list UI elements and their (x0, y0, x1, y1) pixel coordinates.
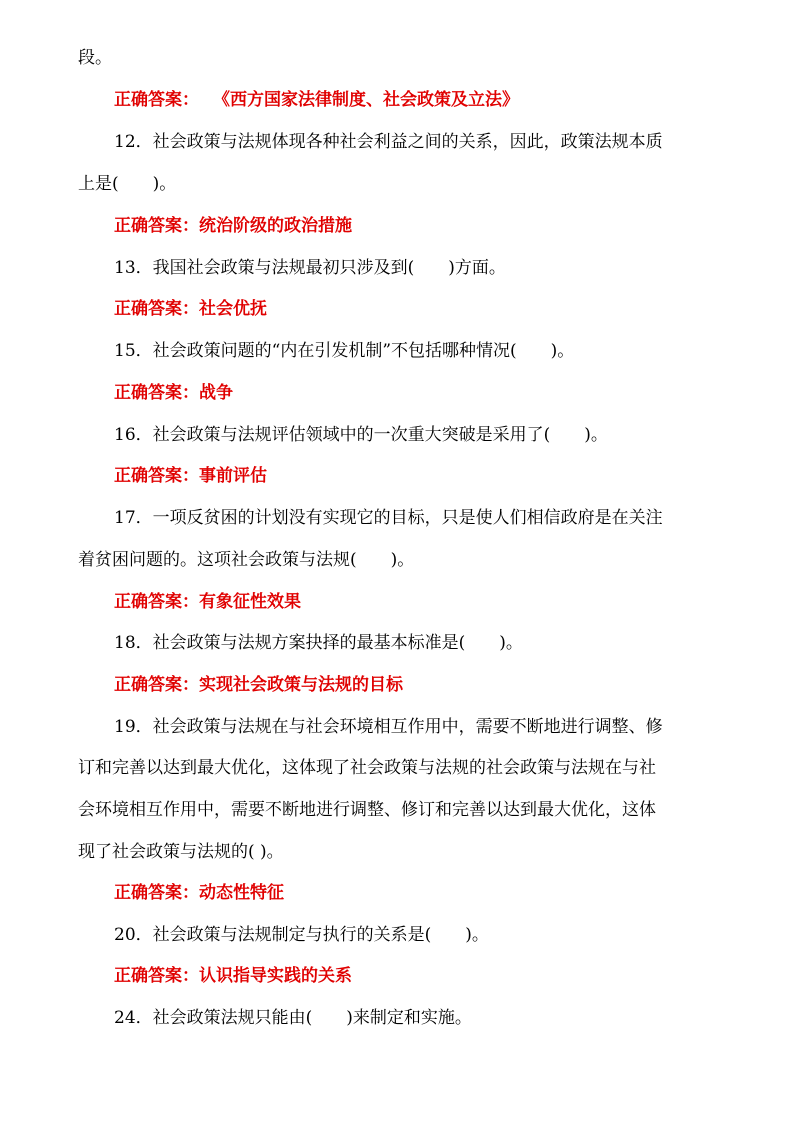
answer-12 (114, 214, 352, 238)
question-19-line-1: 19．社会政策与法规在与社会环境相互作用中，需要不断地进行调整、修 (114, 717, 663, 737)
answer-text: 事前评估 (199, 466, 267, 486)
question-12-line-2: 上是( )。 (78, 174, 177, 194)
question-17-line-2: 着贫困问题的。这项社会政策与法规( )。 (78, 550, 415, 570)
question-18: 18．社会政策与法规方案抉择的最基本标准是( )。 (114, 633, 523, 653)
answer-text: 战争 (199, 383, 233, 403)
answer-11 (114, 88, 519, 112)
answer-label: 正确答案： (114, 883, 199, 903)
question-20: 20．社会政策与法规制定与执行的关系是( )。 (114, 925, 489, 945)
answer-label: 正确答案： (114, 592, 199, 612)
question-19-line-3: 会环境相互作用中，需要不断地进行调整、修订和完善以达到最大优化，这体 (78, 800, 656, 820)
answer-text: 认识指导实践的关系 (199, 966, 352, 986)
answer-15 (114, 381, 233, 405)
answer-text: 动态性特征 (199, 883, 284, 903)
answer-label: 正确答案： (114, 216, 199, 236)
answer-text: 实现社会政策与法规的目标 (199, 675, 403, 695)
answer-label: 正确答案： (114, 675, 199, 695)
answer-20 (114, 964, 352, 988)
answer-label: 正确答案： (114, 383, 199, 403)
question-24: 24．社会政策法规只能由( )来制定和实施。 (114, 1008, 472, 1028)
answer-label: 正确答案： (114, 966, 199, 986)
answer-text: 有象征性效果 (199, 592, 301, 612)
question-17-line-1: 17．一项反贫困的计划没有实现它的目标，只是使人们相信政府是在关注 (114, 508, 663, 528)
answer-19 (114, 881, 284, 905)
answer-label: 正确答案： (114, 466, 199, 486)
question-19-line-4: 现了社会政策与法规的( )。 (78, 842, 284, 862)
answer-label: 正确答案： (114, 90, 199, 110)
question-15: 15．社会政策问题的“内在引发机制”不包括哪种情况( )。 (114, 341, 575, 361)
answer-16 (114, 464, 267, 488)
answer-label: 正确答案： (114, 299, 199, 319)
answer-17 (114, 590, 301, 614)
answer-18 (114, 673, 403, 697)
question-16: 16．社会政策与法规评估领域中的一次重大突破是采用了( )。 (114, 425, 608, 445)
question-19-line-2: 订和完善以达到最大优化，这体现了社会政策与法规的社会政策与法规在与社 (78, 758, 656, 778)
question-13: 13．我国社会政策与法规最初只涉及到( )方面。 (114, 258, 506, 278)
answer-text: 《西方国家法律制度、社会政策及立法》 (213, 90, 519, 110)
question-continuation: 段。 (78, 48, 112, 68)
question-12-line-1: 12．社会政策与法规体现各种社会利益之间的关系，因此，政策法规本质 (114, 132, 663, 152)
answer-13 (114, 297, 267, 321)
answer-text: 社会优抚 (199, 299, 267, 319)
answer-text: 统治阶级的政治措施 (199, 216, 352, 236)
